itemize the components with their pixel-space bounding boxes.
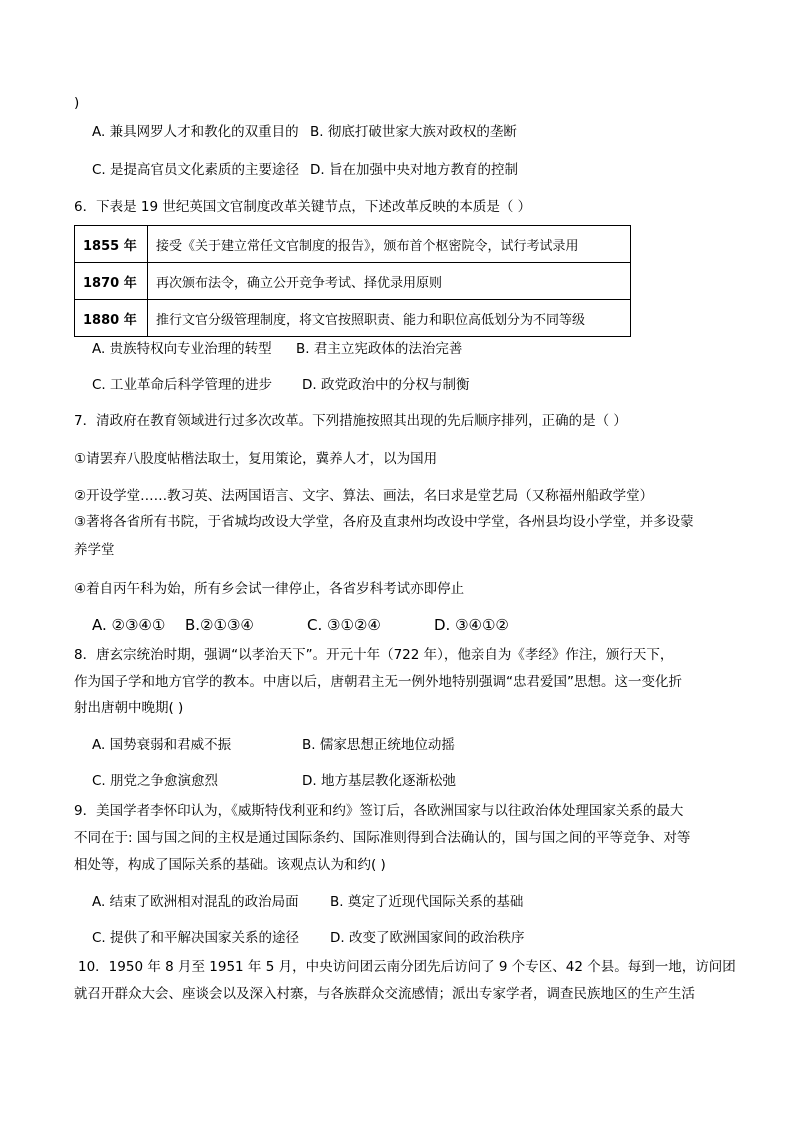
q10-stem-line-1: 10．1950 年 8 月至 1951 年 5 月，中央访问团云南分团先后访问了 9 个专区、42 个县。每到一地，访问团 <box>78 959 736 975</box>
table-cell-text: 接受《关于建立常任文官制度的报告》，颁布首个枢密院令，试行考试录用 <box>148 226 631 263</box>
q8-option-d: D. 地方基层教化逐渐松弛 <box>302 773 456 789</box>
q9-option-c: C. 提供了和平解决国家关系的途径 <box>92 930 300 946</box>
table-row <box>75 263 631 300</box>
q7-option-b: B.②①③④ <box>185 616 254 634</box>
table-row <box>75 300 631 337</box>
table-row <box>75 226 631 263</box>
q9-option-a: A. 结束了欧洲相对混乱的政治局面 <box>92 894 299 910</box>
q7-option-c: C. ③①②④ <box>307 616 381 634</box>
q5-option-b: B. 彻底打破世家大族对政权的垄断 <box>310 124 517 140</box>
q7-item-3-line-2: 养学堂 <box>74 542 115 558</box>
q9-option-d: D. 改变了欧洲国家间的政治秩序 <box>330 930 525 946</box>
q7-stem: 7．清政府在教育领域进行过多次改革。下列措施按照其出现的先后顺序排列，正确的是（ ） <box>74 413 627 429</box>
q8-option-b: B. 儒家思想正统地位动摇 <box>302 737 455 753</box>
q7-item-2: ②开设学堂……教习英、法两国语言、文字、算法、画法，名曰求是堂艺局（又称福州船政学堂） <box>74 488 654 504</box>
q7-item-3-line-1: ③著将各省所有书院，于省城均改设大学堂，各府及直隶州均改设中学堂，各州县均设小学堂，并多设蒙 <box>74 514 694 530</box>
q6-option-c: C. 工业革命后科学管理的进步 <box>92 377 273 393</box>
q7-option-d: D. ③④①② <box>434 616 509 634</box>
q6-option-a: A. 贵族特权向专业治理的转型 <box>92 341 272 357</box>
q8-option-c: C. 朋党之争愈演愈烈 <box>92 773 219 789</box>
q9-option-b: B. 奠定了近现代国际关系的基础 <box>330 894 524 910</box>
table-cell-text: 推行文官分级管理制度，将文官按照职责、能力和职位高低划分为不同等级 <box>148 300 631 337</box>
table-cell-text: 再次颁布法令，确立公开竞争考试、择优录用原则 <box>148 263 631 300</box>
q7-option-a: A. ②③④① <box>92 616 166 634</box>
q8-stem-line-1: 8．唐玄宗统治时期，强调“以孝治天下”。开元十年（722 年），他亲自为《孝经》作注，颁行天下， <box>74 647 674 663</box>
q8-option-a: A. 国势衰弱和君威不振 <box>92 737 232 753</box>
q5-stem-tail: ) <box>74 95 80 111</box>
table-cell-year: 1880 年 <box>75 300 148 337</box>
q6-reform-table <box>74 225 631 337</box>
q6-option-d: D. 政党政治中的分权与制衡 <box>302 377 470 393</box>
q8-stem-line-2: 作为国子学和地方官学的教本。中唐以后，唐朝君主无一例外地特别强调“忠君爱国”思想。这一变化折 <box>74 674 682 690</box>
q7-item-4: ④着自丙午科为始，所有乡会试一律停止，各省岁科考试亦即停止 <box>74 581 465 597</box>
q8-stem-line-3: 射出唐朝中晚期( ) <box>74 700 184 716</box>
q9-stem-line-2: 不同在于: 国与国之间的主权是通过国际条约、国际准则得到合法确认的，国与国之间的平等竞争、对等 <box>74 830 691 846</box>
q5-option-c: C. 是提高官员文化素质的主要途径 <box>92 162 300 178</box>
q9-stem-line-3: 相处等，构成了国际关系的基础。该观点认为和约( ) <box>74 857 386 873</box>
q5-option-d: D. 旨在加强中央对地方教育的控制 <box>310 162 518 178</box>
table-cell-year: 1870 年 <box>75 263 148 300</box>
q9-stem-line-1: 9．美国学者李怀印认为，《威斯特伐利亚和约》签订后，各欧洲国家与以往政治体处理国家关系的最大 <box>74 803 684 819</box>
q5-option-a: A. 兼具网罗人才和教化的双重目的 <box>92 124 299 140</box>
q10-stem-line-2: 就召开群众大会、座谈会以及深入村寨，与各族群众交流感情；派出专家学者，调查民族地区的生产生活 <box>74 986 695 1002</box>
q7-item-1: ①请罢弃八股度帖楷法取士，复用策论，冀养人才，以为国用 <box>74 451 438 467</box>
q6-stem: 6．下表是 19 世纪英国文官制度改革关键节点，下述改革反映的本质是（ ） <box>74 199 532 215</box>
table-cell-year: 1855 年 <box>75 226 148 263</box>
q6-option-b: B. 君主立宪政体的法治完善 <box>296 341 463 357</box>
